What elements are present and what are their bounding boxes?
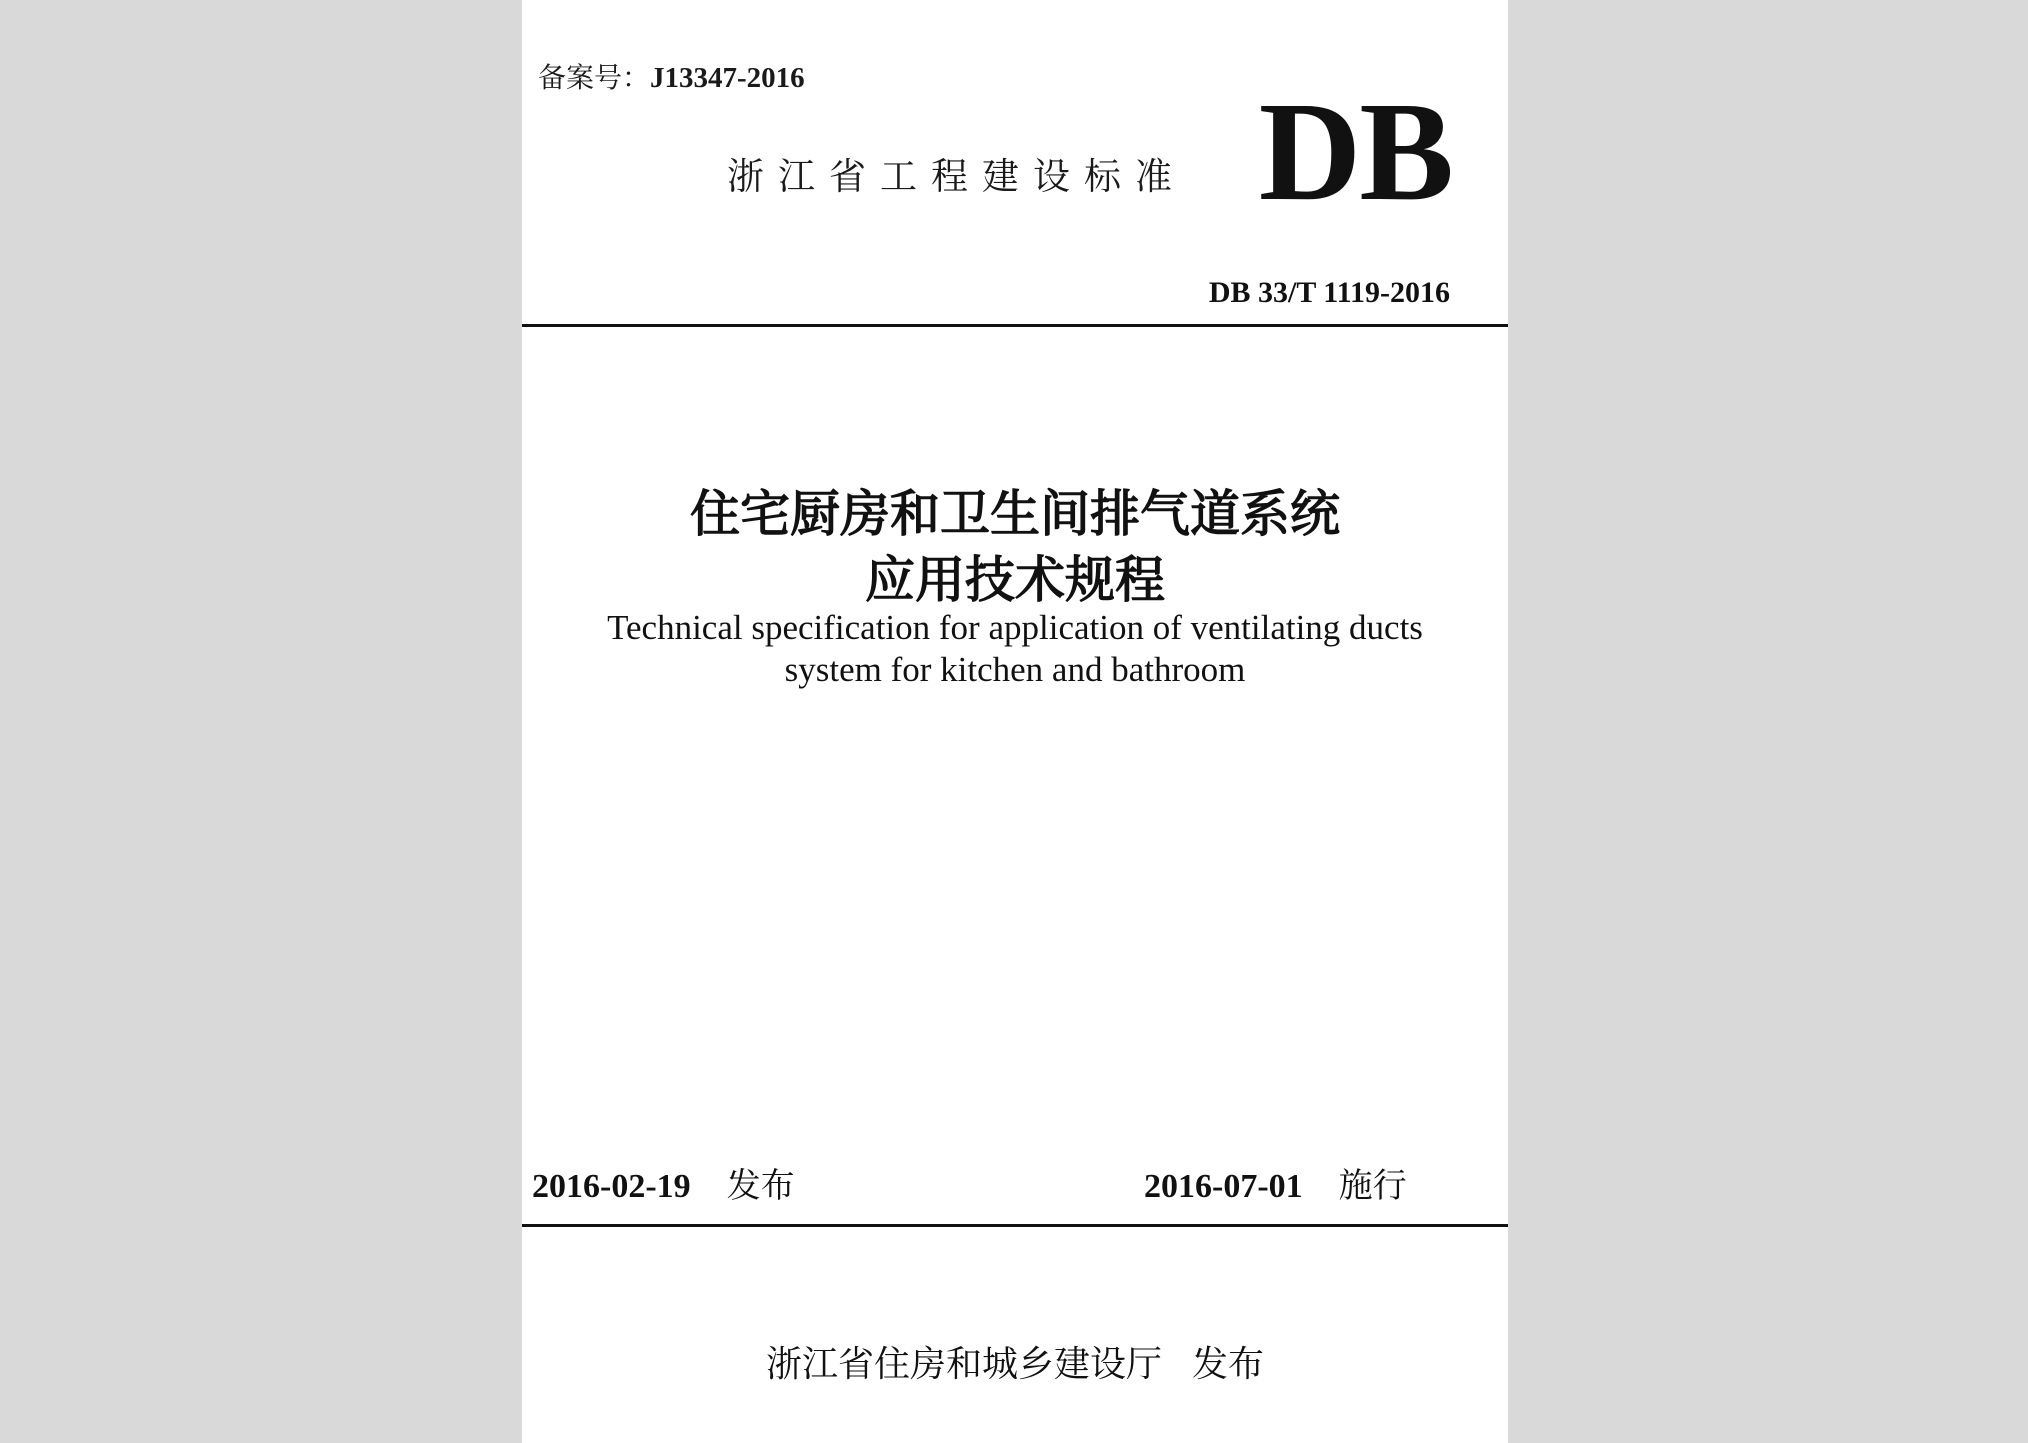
record-number-label: 备案号：: [538, 61, 651, 94]
title-chinese-line-2: 应用技术规程: [865, 550, 1165, 609]
record-number: [538, 56, 805, 96]
record-number-value: J13347-2016: [650, 62, 805, 94]
effective-date-row: [1144, 1158, 1407, 1207]
db-logo: DB: [1258, 72, 1452, 230]
issue-label: 发布: [726, 1166, 795, 1206]
issue-date-row: [532, 1158, 795, 1207]
issue-date: 2016-02-19: [532, 1168, 691, 1205]
top-divider: [522, 324, 1508, 327]
publisher-line: [522, 1336, 1508, 1387]
publisher-action: 发布: [1192, 1344, 1265, 1385]
effective-date: 2016-07-01: [1144, 1168, 1303, 1205]
title-english-line-2: system for kitchen and bathroom: [784, 650, 1246, 689]
standard-type-label: 浙江省工程建设标准: [727, 155, 1186, 198]
title-chinese-line-1: 住宅厨房和卫生间排气道系统: [690, 484, 1340, 543]
document-cover: [522, 0, 1508, 1443]
effective-label: 施行: [1338, 1166, 1407, 1206]
bottom-divider: [522, 1224, 1508, 1227]
title-english-line-1: Technical specification for application of ventilating ducts: [607, 608, 1423, 647]
publisher-name: 浙江省住房和城乡建设厅: [765, 1344, 1162, 1385]
standard-number: DB 33/T 1119-2016: [1208, 276, 1450, 309]
